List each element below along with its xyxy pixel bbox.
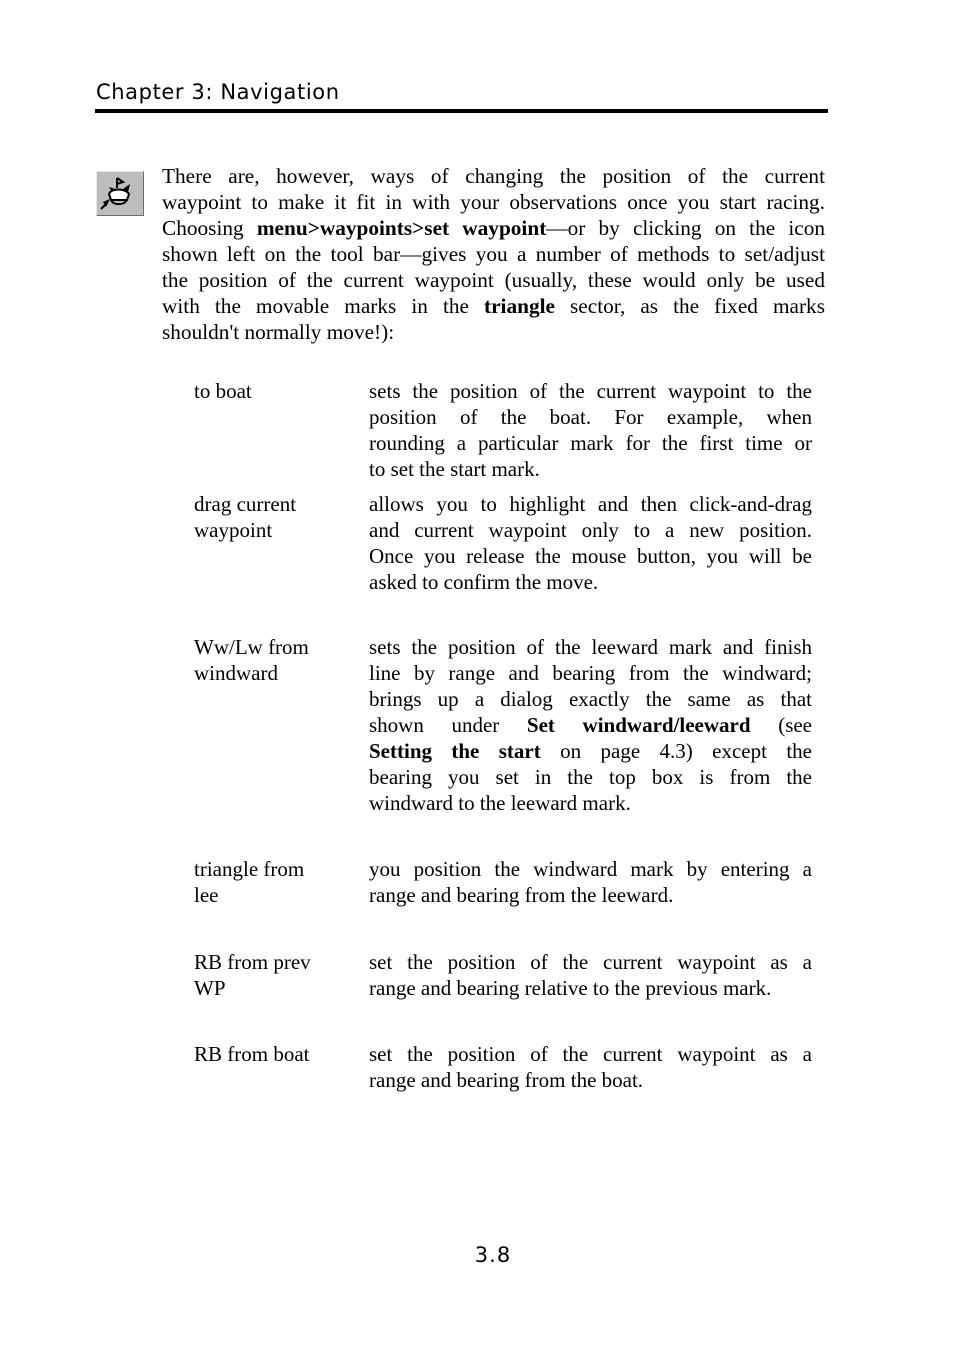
term-line: triangle from [194,857,305,881]
text-line [369,404,812,430]
text-line [162,163,825,189]
term-line: waypoint [194,518,273,542]
text-run: Once you release the mouse button, you will be [369,544,812,568]
entry-description [369,634,812,816]
text-line [369,543,812,569]
text-run: bearing you set in the top box is from the [369,765,812,789]
term-line: to boat [194,379,252,403]
text-run: sector, as the fixed marks [554,294,825,318]
header-rule [95,109,828,113]
text-run: range and bearing from the leeward. [369,883,674,907]
text-run: waypoint to make it fit in with your observations once you start racing. [162,190,825,214]
text-run: asked to confirm the move. [369,570,599,594]
text-line [369,517,812,543]
text-run: on page 4.3) except the [540,739,812,763]
entry-description [369,491,812,595]
entry-term [194,491,354,543]
text-run: brings up a dialog exactly the same as that [369,687,812,711]
bold-term: triangle [484,294,555,318]
text-run: shown under [369,713,527,737]
text-run: line by range and bearing from the windward; [369,661,812,685]
bold-term: menu>waypoints>set waypoint [256,216,547,240]
text-line [369,491,812,517]
text-run: to set the start mark. [369,457,540,481]
text-run: position of the boat. For example, when [369,405,812,429]
text-run: with the movable marks in the [162,294,484,318]
text-run: shouldn't normally move!): [162,320,395,344]
term-line: Ww/Lw from [194,635,309,659]
text-run: Choosing [162,216,257,240]
term-line: RB from boat [194,1042,310,1066]
intro-paragraph [162,163,825,345]
text-run: —or by clicking on the icon [546,216,825,240]
text-run: shown left on the tool bar—gives you a number of methods to set/adjust [162,242,825,266]
term-line: drag current [194,492,297,516]
text-line [369,569,812,595]
entry-term [194,856,354,908]
text-run: range and bearing from the boat. [369,1068,644,1092]
text-line [369,975,812,1001]
text-run: windward to the leeward mark. [369,791,631,815]
text-line [369,1041,812,1067]
chapter-header: Chapter 3: Navigation [96,80,340,104]
text-line [369,378,812,404]
text-line [369,856,812,882]
entry-term [194,634,354,686]
bold-term: Setting the start [369,739,541,763]
text-line [369,882,812,908]
entry-term [194,1041,354,1067]
text-line [369,712,812,738]
term-line: windward [194,661,278,685]
text-line [369,1067,812,1093]
text-run: you position the windward mark by entering a [369,857,812,881]
text-line [162,267,825,293]
text-line [162,241,825,267]
text-line [369,764,812,790]
text-line [162,293,825,319]
text-line [369,686,812,712]
text-run: sets the position of the current waypoint to the [369,379,812,403]
text-line [162,215,825,241]
text-run: set the position of the current waypoint as a [369,1042,812,1066]
text-line [369,456,812,482]
entry-description [369,1041,812,1093]
text-run: There are, however, ways of changing the position of the current [162,164,825,188]
entry-description [369,378,812,482]
text-run: set the position of the current waypoint as a [369,950,812,974]
text-run: and current waypoint only to a new position. [369,518,812,542]
text-run: rounding a particular mark for the first time or [369,431,812,455]
text-line [162,319,825,345]
term-line: lee [194,883,219,907]
text-line [369,790,812,816]
text-line [162,189,825,215]
entry-term [194,949,354,1001]
page-number: 3.8 [474,1243,512,1267]
text-run: allows you to highlight and then click-and-drag [369,492,812,516]
text-line [369,430,812,456]
text-line [369,738,812,764]
text-run: sets the position of the leeward mark and finish [369,635,812,659]
entry-description [369,949,812,1001]
text-line [369,634,812,660]
entry-description [369,856,812,908]
entry-term [194,378,354,404]
text-run: the position of the current waypoint (usually, these would only be used [162,268,825,292]
bold-term: Set windward/leeward [526,713,751,737]
text-line [369,660,812,686]
term-line: WP [194,976,226,1000]
set-waypoint-icon [96,171,144,216]
text-line [369,949,812,975]
text-run: range and bearing relative to the previous mark. [369,976,772,1000]
term-line: RB from prev [194,950,311,974]
text-run: (see [750,713,813,737]
